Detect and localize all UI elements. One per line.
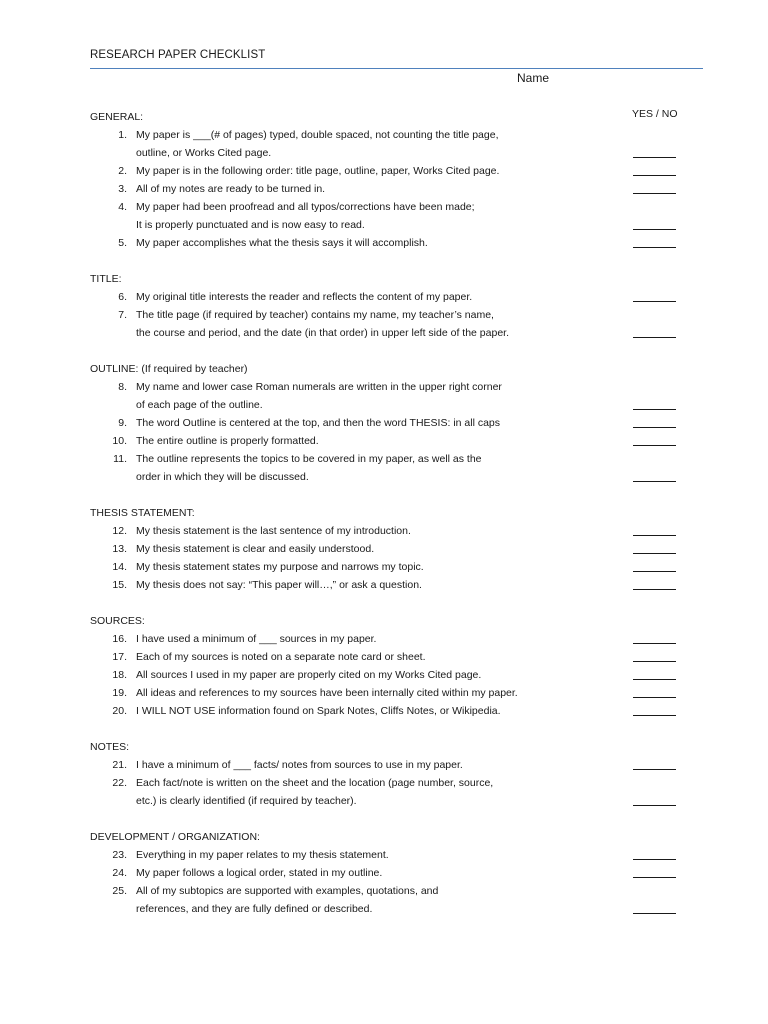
item-number: 19. [112, 687, 127, 699]
item-text: My paper follows a logical order, stated in my outline. [136, 867, 383, 879]
answer-blank[interactable] [633, 535, 676, 536]
item-text: My thesis statement is clear and easily understood. [136, 543, 375, 555]
item-number: 9. [118, 417, 127, 429]
item-text: It is properly punctuated and is now easy to read. [136, 219, 365, 231]
item-text: The outline represents the topics to be covered in my paper, as well as the [136, 453, 482, 465]
item-text: My thesis statement is the last sentence of my introduction. [136, 525, 411, 537]
item-text: All ideas and references to my sources have been internally cited within my paper. [136, 687, 518, 699]
item-text: I WILL NOT USE information found on Spark Notes, Cliffs Notes, or Wikipedia. [136, 705, 501, 717]
section-gap [0, 252, 768, 270]
answer-blank[interactable] [633, 157, 676, 158]
checklist-section [0, 360, 768, 486]
answer-blank[interactable] [633, 805, 676, 806]
item-text: All sources I used in my paper are properly cited on my Works Cited page. [136, 669, 482, 681]
item-text: order in which they will be discussed. [136, 471, 309, 483]
item-number: 10. [112, 435, 127, 447]
answer-blank[interactable] [633, 643, 676, 644]
item-text: My paper is in the following order: title page, outline, paper, Works Cited page. [136, 165, 500, 177]
item-number: 15. [112, 579, 127, 591]
item-number: 18. [112, 669, 127, 681]
section-gap [0, 720, 768, 738]
name-label: Name [517, 71, 550, 85]
item-text: All of my notes are ready to be turned in. [136, 183, 326, 195]
answer-blank[interactable] [633, 913, 676, 914]
item-number: 6. [118, 291, 127, 303]
item-text: My paper accomplishes what the thesis says it will accomplish. [136, 237, 428, 249]
item-number: 5. [118, 237, 127, 249]
item-number: 8. [118, 381, 127, 393]
item-text: The title page (if required by teacher) contains my name, my teacher’s name, [136, 309, 494, 321]
checklist-section [0, 612, 768, 720]
checklist-item [0, 630, 768, 648]
section-heading: SOURCES: [90, 615, 145, 627]
item-number: 2. [118, 165, 127, 177]
checklist-item [0, 756, 768, 774]
answer-blank[interactable] [633, 445, 676, 446]
checklist-item [0, 306, 768, 342]
answer-blank[interactable] [633, 877, 676, 878]
section-heading: OUTLINE: (If required by teacher) [90, 363, 248, 375]
item-text: My thesis statement states my purpose and narrows my topic. [136, 561, 424, 573]
item-number: 13. [112, 543, 127, 555]
section-heading: DEVELOPMENT / ORGANIZATION: [90, 831, 260, 843]
section-heading: THESIS STATEMENT: [90, 507, 195, 519]
item-text: My name and lower case Roman numerals are written in the upper right corner [136, 381, 502, 393]
item-text: of each page of the outline. [136, 399, 263, 411]
section-gap [0, 486, 768, 504]
checklist-item [0, 774, 768, 810]
item-number: 24. [112, 867, 127, 879]
item-text: My paper is ___(# of pages) typed, double spaced, not counting the title page, [136, 129, 499, 141]
checklist-item [0, 180, 768, 198]
section-gap [0, 594, 768, 612]
item-number: 4. [118, 201, 127, 213]
checklist-item [0, 558, 768, 576]
checklist-item [0, 414, 768, 432]
item-text: Each fact/note is written on the sheet and the location (page number, source, [136, 777, 494, 789]
item-text: The entire outline is properly formatted. [136, 435, 319, 447]
checklist [0, 108, 768, 918]
item-text: I have a minimum of ___ facts/ notes from sources to use in my paper. [136, 759, 463, 771]
answer-blank[interactable] [633, 859, 676, 860]
item-number: 21. [112, 759, 127, 771]
answer-blank[interactable] [633, 481, 676, 482]
answer-blank[interactable] [633, 193, 676, 194]
item-text: All of my subtopics are supported with examples, quotations, and [136, 885, 439, 897]
answer-blank[interactable] [633, 679, 676, 680]
checklist-item [0, 288, 768, 306]
item-number: 17. [112, 651, 127, 663]
section-heading: TITLE: [90, 273, 122, 285]
page-title: RESEARCH PAPER CHECKLIST [90, 49, 266, 61]
item-text: Each of my sources is noted on a separate note card or sheet. [136, 651, 426, 663]
answer-blank[interactable] [633, 589, 676, 590]
answer-blank[interactable] [633, 427, 676, 428]
checklist-item [0, 162, 768, 180]
checklist-item [0, 540, 768, 558]
checklist-item [0, 576, 768, 594]
checklist-item [0, 648, 768, 666]
answer-blank[interactable] [633, 715, 676, 716]
section-gap [0, 342, 768, 360]
item-text: The word Outline is centered at the top, and then the word THESIS: in all caps [136, 417, 501, 429]
answer-blank[interactable] [633, 769, 676, 770]
checklist-section [0, 108, 768, 252]
checklist-item [0, 702, 768, 720]
checklist-item [0, 522, 768, 540]
item-number: 14. [112, 561, 127, 573]
answer-blank[interactable] [633, 337, 676, 338]
item-text: My original title interests the reader and reflects the content of my paper. [136, 291, 473, 303]
item-number: 7. [118, 309, 127, 321]
answer-blank[interactable] [633, 175, 676, 176]
answer-blank[interactable] [633, 553, 676, 554]
item-text: the course and period, and the date (in that order) in upper left side of the paper. [136, 327, 509, 339]
answer-blank[interactable] [633, 301, 676, 302]
item-number: 16. [112, 633, 127, 645]
section-gap [0, 810, 768, 828]
answer-blank[interactable] [633, 229, 676, 230]
checklist-section [0, 828, 768, 918]
checklist-item [0, 234, 768, 252]
item-text: etc.) is clearly identified (if required by teacher). [136, 795, 357, 807]
title-divider [90, 68, 703, 69]
checklist-item [0, 198, 768, 234]
checklist-section [0, 738, 768, 810]
checklist-item [0, 864, 768, 882]
checklist-item [0, 666, 768, 684]
item-number: 3. [118, 183, 127, 195]
item-text: Everything in my paper relates to my thesis statement. [136, 849, 389, 861]
item-number: 1. [118, 129, 127, 141]
item-text: I have used a minimum of ___ sources in my paper. [136, 633, 377, 645]
checklist-section [0, 504, 768, 594]
item-text: references, and they are fully defined or described. [136, 903, 373, 915]
answer-blank[interactable] [633, 697, 676, 698]
item-text: My thesis does not say: “This paper will…,” or ask a question. [136, 579, 422, 591]
checklist-item [0, 846, 768, 864]
section-heading: NOTES: [90, 741, 130, 753]
checklist-item [0, 432, 768, 450]
yes-no-column-header: YES / NO [632, 108, 678, 120]
section-heading: GENERAL: [90, 111, 144, 123]
checklist-item [0, 684, 768, 702]
item-text: outline, or Works Cited page. [136, 147, 272, 159]
checklist-item [0, 126, 768, 162]
checklist-item [0, 378, 768, 414]
answer-blank[interactable] [633, 661, 676, 662]
item-number: 20. [112, 705, 127, 717]
checklist-item [0, 882, 768, 918]
item-number: 11. [113, 453, 127, 465]
item-number: 25. [112, 885, 127, 897]
item-text: My paper had been proofread and all typos/corrections have been made; [136, 201, 475, 213]
item-number: 12. [112, 525, 127, 537]
answer-blank[interactable] [633, 409, 676, 410]
answer-blank[interactable] [633, 571, 676, 572]
answer-blank[interactable] [633, 247, 676, 248]
item-number: 23. [112, 849, 127, 861]
checklist-item [0, 450, 768, 486]
checklist-section [0, 270, 768, 342]
item-number: 22. [112, 777, 127, 789]
